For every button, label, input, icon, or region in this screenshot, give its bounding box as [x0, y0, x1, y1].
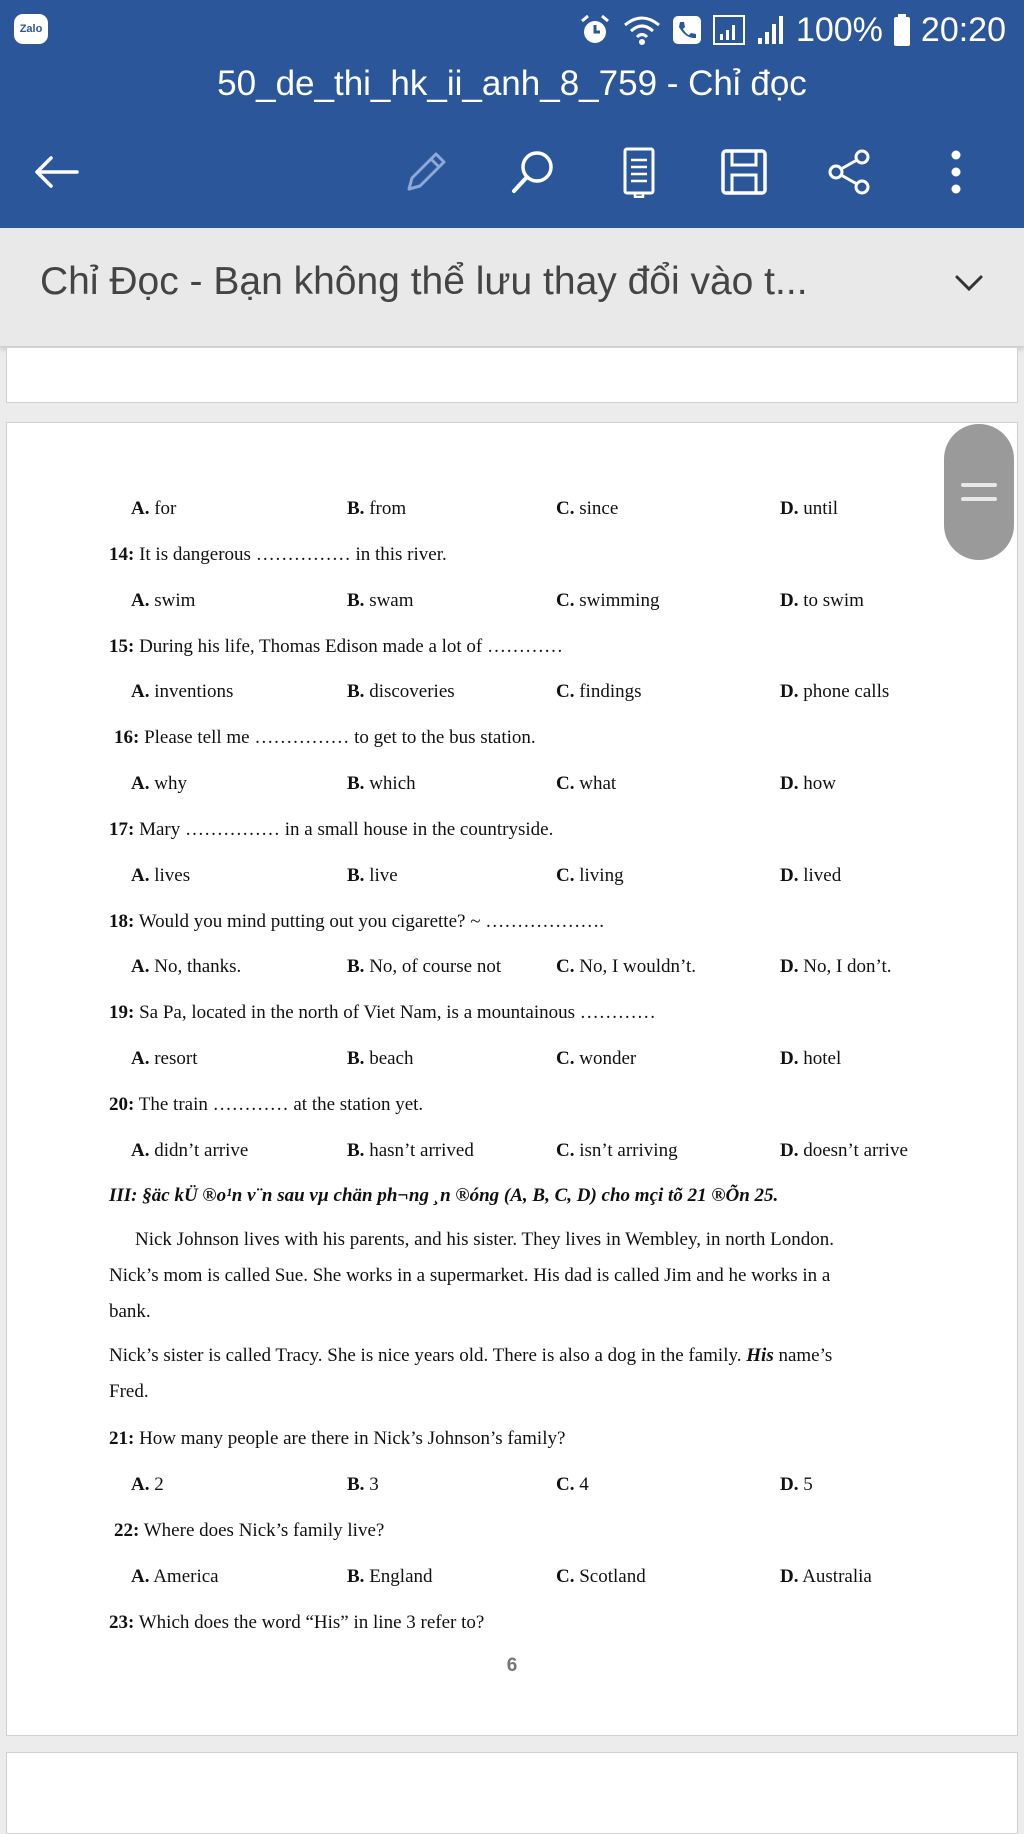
edit-button[interactable] [398, 144, 454, 200]
option-22-b: B. England [347, 1566, 433, 1587]
option-17-a: A. lives [131, 865, 191, 886]
more-icon [948, 147, 964, 197]
clock: 20:20 [920, 10, 1006, 49]
option-21-a: A. 2 [131, 1474, 164, 1495]
option-19-c: C. wonder [556, 1048, 637, 1069]
share-button[interactable] [822, 144, 878, 200]
option-15-b: B. discoveries [347, 681, 455, 702]
page-number: 6 [506, 1655, 518, 1676]
document-page [6, 422, 1018, 1736]
option-17-d: D. lived [780, 865, 842, 886]
option-17-c: C. living [556, 865, 624, 886]
option-13-d: D. until [780, 498, 839, 519]
question-14: 14: It is dangerous …………… in this river. [109, 544, 447, 565]
question-22: 22: Where does Nick’s family live? [114, 1520, 385, 1541]
option-16-c: C. what [556, 773, 617, 794]
option-13-a: A. for [131, 498, 177, 519]
option-15-c: C. findings [556, 681, 642, 702]
mobile-view-button[interactable] [611, 144, 667, 200]
pen-icon [401, 147, 451, 197]
question-17: 17: Mary …………… in a small house in the countryside. [109, 819, 554, 840]
question-19: 19: Sa Pa, located in the north of Viet Nam, is a mountainous ………… [109, 1002, 656, 1023]
mobile-view-icon [619, 146, 659, 198]
share-icon [825, 147, 875, 197]
next-page-fragment [6, 1752, 1018, 1834]
more-button[interactable] [928, 144, 984, 200]
option-13-b: B. from [347, 498, 407, 519]
option-19-a: A. resort [131, 1048, 198, 1069]
option-18-d: D. No, I don’t. [780, 956, 892, 977]
option-14-c: C. swimming [556, 590, 660, 611]
passage-line-1: Nick Johnson lives with his parents, and his sister. They lives in Wembley, in north London. [135, 1229, 834, 1250]
save-icon [719, 147, 769, 197]
option-17-b: B. live [347, 865, 398, 886]
status-icons [578, 6, 1006, 54]
option-21-d: D. 5 [780, 1474, 813, 1495]
previous-page-fragment [6, 348, 1018, 403]
option-21-c: C. 4 [556, 1474, 589, 1495]
back-arrow-icon [31, 152, 81, 192]
passage-line-3: bank. [109, 1301, 151, 1322]
option-18-c: C. No, I wouldn’t. [556, 956, 697, 977]
banner-text: Chỉ Đọc - Bạn không thể lưu thay đổi vào t... [40, 260, 808, 303]
passage-line-2: Nick’s mom is called Sue. She works in a supermarket. His dad is called Jim and he works in a [109, 1265, 831, 1286]
option-20-b: B. hasn’t arrived [347, 1140, 474, 1161]
option-16-a: A. why [131, 773, 187, 794]
option-16-d: D. how [780, 773, 836, 794]
scroll-handle[interactable] [944, 424, 1014, 560]
question-16: 16: Please tell me …………… to get to the bus station. [114, 727, 536, 748]
option-22-c: C. Scotland [556, 1566, 646, 1587]
page-content [7, 423, 1017, 1735]
section-heading: III: §äc kÜ ®o¹n v¨n sau vµ chän ph¬ng ¸n ®óng (A, B, C, D) cho mçi tõ 21 ®Õn 25. [109, 1185, 779, 1206]
option-20-a: A. didn’t arrive [131, 1140, 249, 1161]
alarm-icon [578, 13, 612, 47]
grip-line [961, 497, 997, 501]
option-14-d: D. to swim [780, 590, 864, 611]
question-20: 20: The train ………… at the station yet. [109, 1094, 424, 1115]
option-21-b: B. 3 [347, 1474, 379, 1495]
option-14-b: B. swam [347, 590, 414, 611]
call-icon [672, 15, 702, 45]
search-button[interactable] [505, 144, 561, 200]
option-18-a: A. No, thanks. [131, 956, 242, 977]
option-13-c: C. since [556, 498, 619, 519]
option-22-d: D. Australia [780, 1566, 872, 1587]
option-19-d: D. hotel [780, 1048, 842, 1069]
back-button[interactable] [28, 144, 84, 200]
battery-icon [893, 13, 911, 47]
passage-line-4: Nick’s sister is called Tracy. She is nice years old. There is also a dog in the family. His name’s [109, 1345, 833, 1366]
option-19-b: B. beach [347, 1048, 414, 1069]
option-22-a: A. America [131, 1566, 219, 1587]
wifi-icon [622, 13, 662, 47]
search-icon [508, 147, 558, 197]
grip-line [961, 483, 997, 487]
toolbar [0, 140, 1024, 204]
status-bar [0, 0, 1024, 60]
battery-percent: 100% [795, 10, 883, 49]
question-15: 15: During his life, Thomas Edison made a lot of ………… [109, 636, 564, 657]
option-16-b: B. which [347, 773, 416, 794]
zalo-notification-icon: Zalo [14, 14, 48, 44]
question-18: 18: Would you mind putting out you cigarette? ~ ………………. [109, 911, 604, 932]
chevron-down-icon[interactable] [954, 272, 984, 294]
question-21: 21: How many people are there in Nick’s Johnson’s family? [109, 1428, 566, 1449]
signal-icon [756, 14, 786, 46]
question-23: 23: Which does the word “His” in line 3 refer to? [109, 1612, 485, 1633]
read-only-banner[interactable] [0, 228, 1024, 347]
option-15-d: D. phone calls [780, 681, 890, 702]
passage-line-5: Fred. [109, 1381, 149, 1402]
option-20-c: C. isn’t arriving [556, 1140, 678, 1161]
option-15-a: A. inventions [131, 681, 234, 702]
signal-box-icon [712, 14, 746, 46]
app-bar [0, 0, 1024, 228]
option-18-b: B. No, of course not [347, 956, 502, 977]
option-14-a: A. swim [131, 590, 196, 611]
option-20-d: D. doesn’t arrive [780, 1140, 908, 1161]
save-button[interactable] [716, 144, 772, 200]
document-title: 50_de_thi_hk_ii_anh_8_759 - Chỉ đọc [217, 64, 807, 103]
